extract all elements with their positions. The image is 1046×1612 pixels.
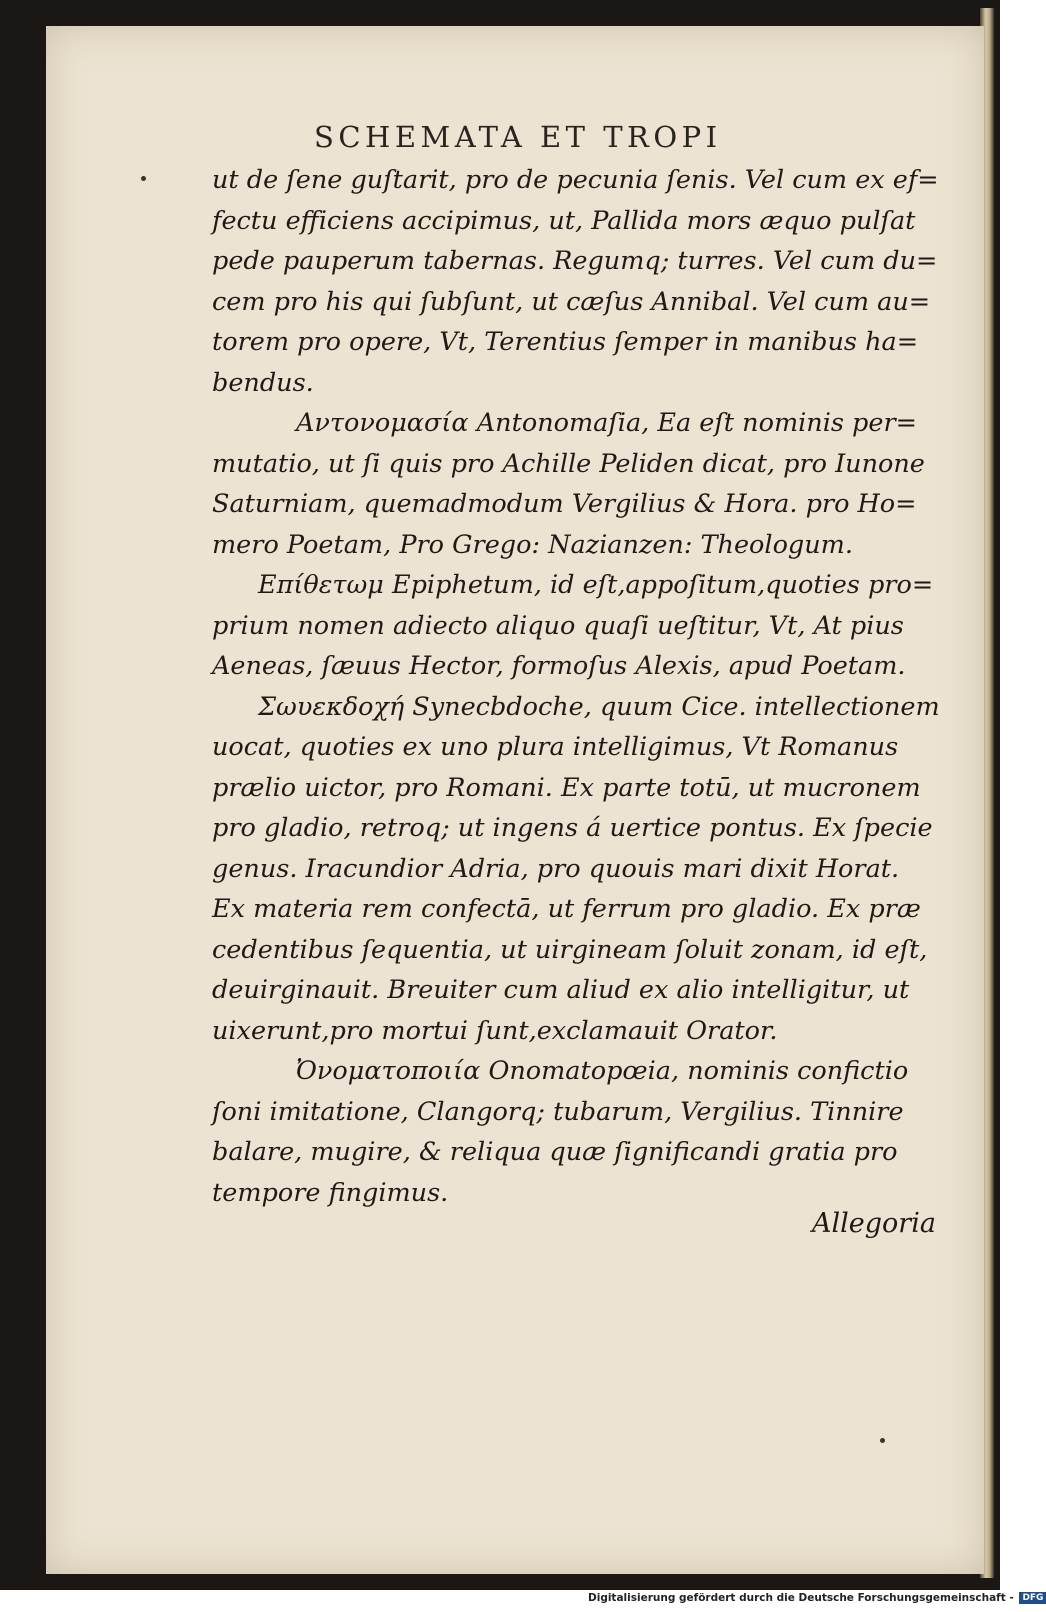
text-line: mero Poetam, Pro Grego: Nazianzen: Theologum. <box>212 529 853 560</box>
text-line: prium nomen adiecto aliquo quaſi ueſtitur, Vt, At pius <box>212 610 904 641</box>
text-line: uixerunt,pro mortui ſunt,exclamauit Orator. <box>212 1015 778 1046</box>
text-line: balare, mugire, & reliqua quæ ſignificandi gratia pro <box>212 1137 898 1167</box>
text-line: pro gladio, retroq; ut ingens á uertice pontus. Ex ſpecie <box>212 813 933 843</box>
text-line: torem pro opere, Vt, Terentius ſemper in manibus ha= <box>212 327 919 357</box>
text-line: tempore fingimus. <box>212 1177 449 1208</box>
digitization-footer <box>588 1592 1044 1610</box>
text-line: fectu efficiens accipimus, ut, Pallida mors æquo pulſat <box>212 205 916 236</box>
text-line: genus. Iracundior Adria, pro quouis mari dixit Horat. <box>212 853 900 884</box>
text-line: pede pauperum tabernas. Regumq; turres. Vel cum du= <box>212 246 938 276</box>
body-text <box>212 160 972 1213</box>
running-head: SCHEMATA ET TROPI <box>314 120 722 154</box>
text-line: Aeneas, ſæuus Hector, formoſus Alexis, apud Poetam. <box>212 651 906 681</box>
text-line: mutatio, ut ſi quis pro Achille Peliden dicat, pro Iunone <box>212 448 925 479</box>
text-line: prælio uictor, pro Romani. Ex parte totū, ut mucronem <box>212 772 921 803</box>
text-line: ut de ſene guſtarit, pro de pecunia ſenis. Vel cum ex ef= <box>212 165 939 195</box>
text-line: ſoni imitatione, Clangorq; tubarum, Vergilius. Tinnire <box>212 1096 904 1127</box>
footer-text: Digitalisierung gefördert durch die Deutsche Forschungsgemeinschaft - <box>588 1592 1014 1604</box>
text-line: uocat, quoties ex uno plura intelligimus, Vt Romanus <box>212 732 899 762</box>
catchword: Allegoria <box>812 1208 936 1239</box>
text-line-heading: Επίθετωμ Epiphetum, id eſt,appoſitum,quoties pro= <box>258 570 934 600</box>
text-line-heading: Σωυεκδοχή Synecbdoche, quum Cice. intellectionem <box>258 691 940 722</box>
text-line: cedentibus ſequentia, ut uirgineam ſoluit zonam, id eſt, <box>212 934 928 965</box>
text-line: Ex materia rem confectā, ut ferrum pro gladio. Ex præ <box>212 894 921 924</box>
text-line-heading: Ὀνοματοποιία Onomatopœia, nominis confictio <box>296 1056 909 1086</box>
text-line: Saturniam, quemadmodum Vergilius & Hora. pro Ho= <box>212 489 917 519</box>
text-line: deuirginauit. Breuiter cum aliud ex alio intelligitur, ut <box>212 975 910 1005</box>
dfg-logo: DFG <box>1019 1592 1046 1604</box>
text-line: cem pro his qui ſubſunt, ut cæſus Annibal. Vel cum au= <box>212 286 931 317</box>
text-line: bendus. <box>212 367 314 398</box>
text-line-heading: Αντονομασία Antonomaſia, Ea eſt nominis per= <box>296 408 918 438</box>
